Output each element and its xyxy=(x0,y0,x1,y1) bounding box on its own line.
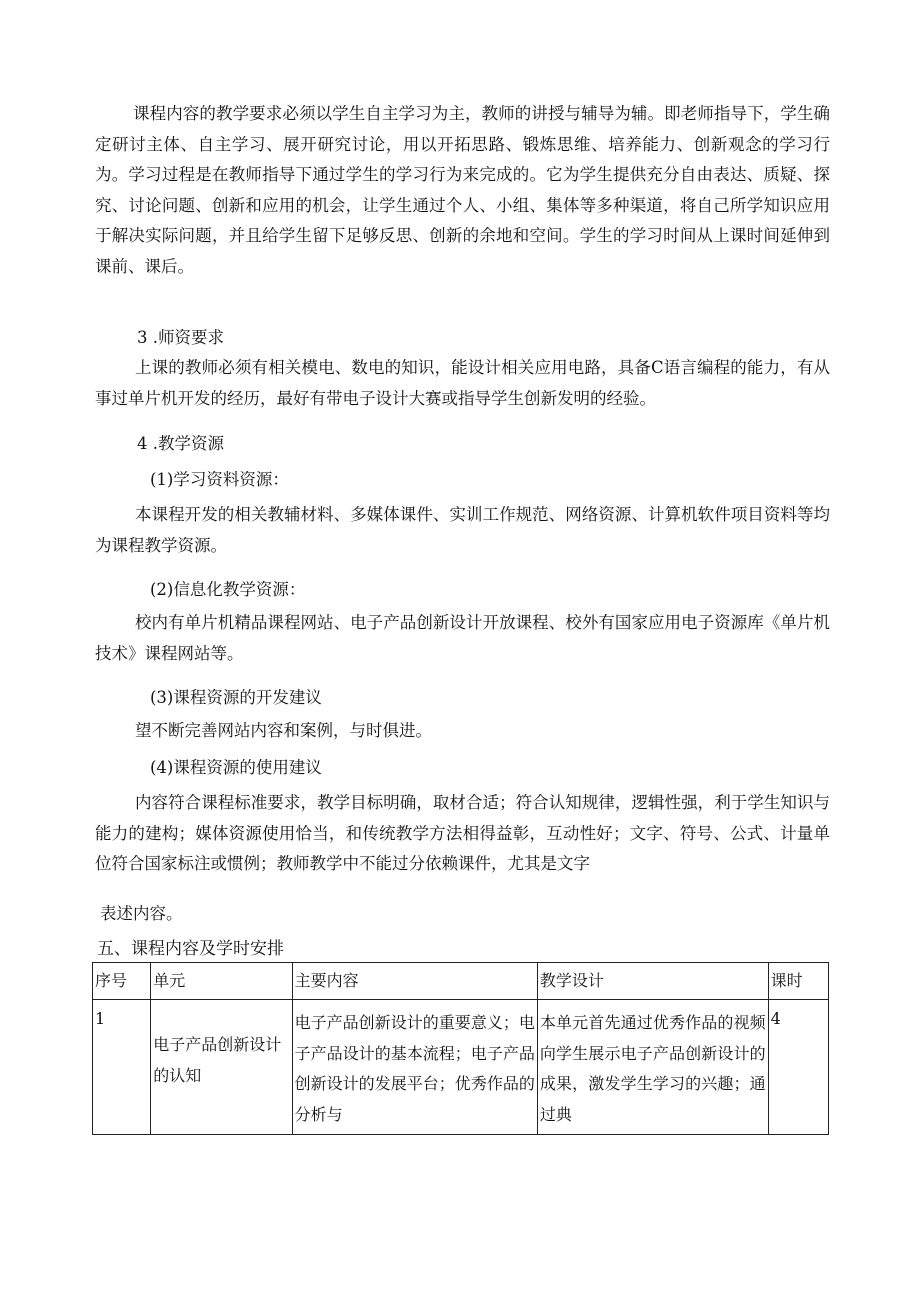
resource-usage-tail: 表述内容。 xyxy=(100,904,183,923)
learning-materials-heading: (1)学习资料资源： xyxy=(150,470,289,489)
resource-usage-text: 内容符合课程标准要求，教学目标明确，取材合适；符合认知规律，逻辑性强，利于学生知识与能力的建构；媒体资源使用恰当，和传统教学方法相得益彰，互动性好；文字、符号、公式、计量单位符合国家标注或惯例；教师教学中不能过分依赖课件，尤其是文字 xyxy=(95,793,830,873)
resource-development-text: 望不断完善网站内容和案例，与时俱进。 xyxy=(135,721,432,740)
intro-paragraph: 课程内容的教学要求必须以学生自主学习为主，教师的讲授与辅导为辅。即老师指导下，学生确定研讨主体、自主学习、展开研究讨论，用以开拓思路、锻炼思维、培养能力、创新观念的学习行为。学习过程是在教师指导下通过学生的学习行为来完成的。它为学生提供充分自由表达、质疑、探究、讨论问题、创新和应用的机会，让学生通过个人、小组、集体等多种渠道，将自己所学知识应用于解决实际问题，并且给学生留下足够反思、创新的余地和空间。学生的学习时间从上课时间延伸到课前、课后。 xyxy=(95,104,830,276)
table-header-row xyxy=(93,963,829,1000)
course-schedule-table xyxy=(92,962,829,1135)
resource-usage-heading: (4)课程资源的使用建议 xyxy=(150,758,322,777)
header-design: 教学设计 xyxy=(537,963,768,1000)
header-content: 主要内容 xyxy=(292,963,537,1000)
cell-number: 1 xyxy=(93,1000,151,1135)
header-hours: 课时 xyxy=(768,963,828,1000)
cell-unit: 电子产品创新设计的认知 xyxy=(151,1000,292,1135)
learning-materials-text: 本课程开发的相关教辅材料、多媒体课件、实训工作规范、网络资源、计算机软件项目资料等均为课程教学资源。 xyxy=(95,505,830,555)
cell-hours: 4 xyxy=(768,1000,828,1135)
teaching-resources-heading: 4 .教学资源 xyxy=(137,434,224,453)
cell-design: 本单元首先通过优秀作品的视频向学生展示电子产品创新设计的成果，激发学生学习的兴趣；通过典 xyxy=(537,1000,768,1135)
info-resources-heading: (2)信息化教学资源： xyxy=(150,580,306,599)
cell-content: 电子产品创新设计的重要意义；电子产品设计的基本流程；电子产品创新设计的发展平台；优秀作品的分析与 xyxy=(292,1000,537,1135)
info-resources-text: 校内有单片机精品课程网站、电子产品创新设计开放课程、校外有国家应用电子资源库《单片机技术》课程网站等。 xyxy=(95,613,830,663)
resource-development-heading: (3)课程资源的开发建议 xyxy=(150,688,322,707)
header-number: 序号 xyxy=(93,963,151,1000)
teacher-requirements-heading: 3 .师资要求 xyxy=(137,328,224,347)
header-unit: 单元 xyxy=(151,963,292,1000)
teacher-requirements-text: 上课的教师必须有相关模电、数电的知识，能设计相关应用电路，具备C语言编程的能力，有从事过单片机开发的经历，最好有带电子设计大赛或指导学生创新发明的经验。 xyxy=(95,358,830,408)
table-row xyxy=(93,1000,829,1135)
section-title: 五、课程内容及学时安排 xyxy=(97,939,284,959)
